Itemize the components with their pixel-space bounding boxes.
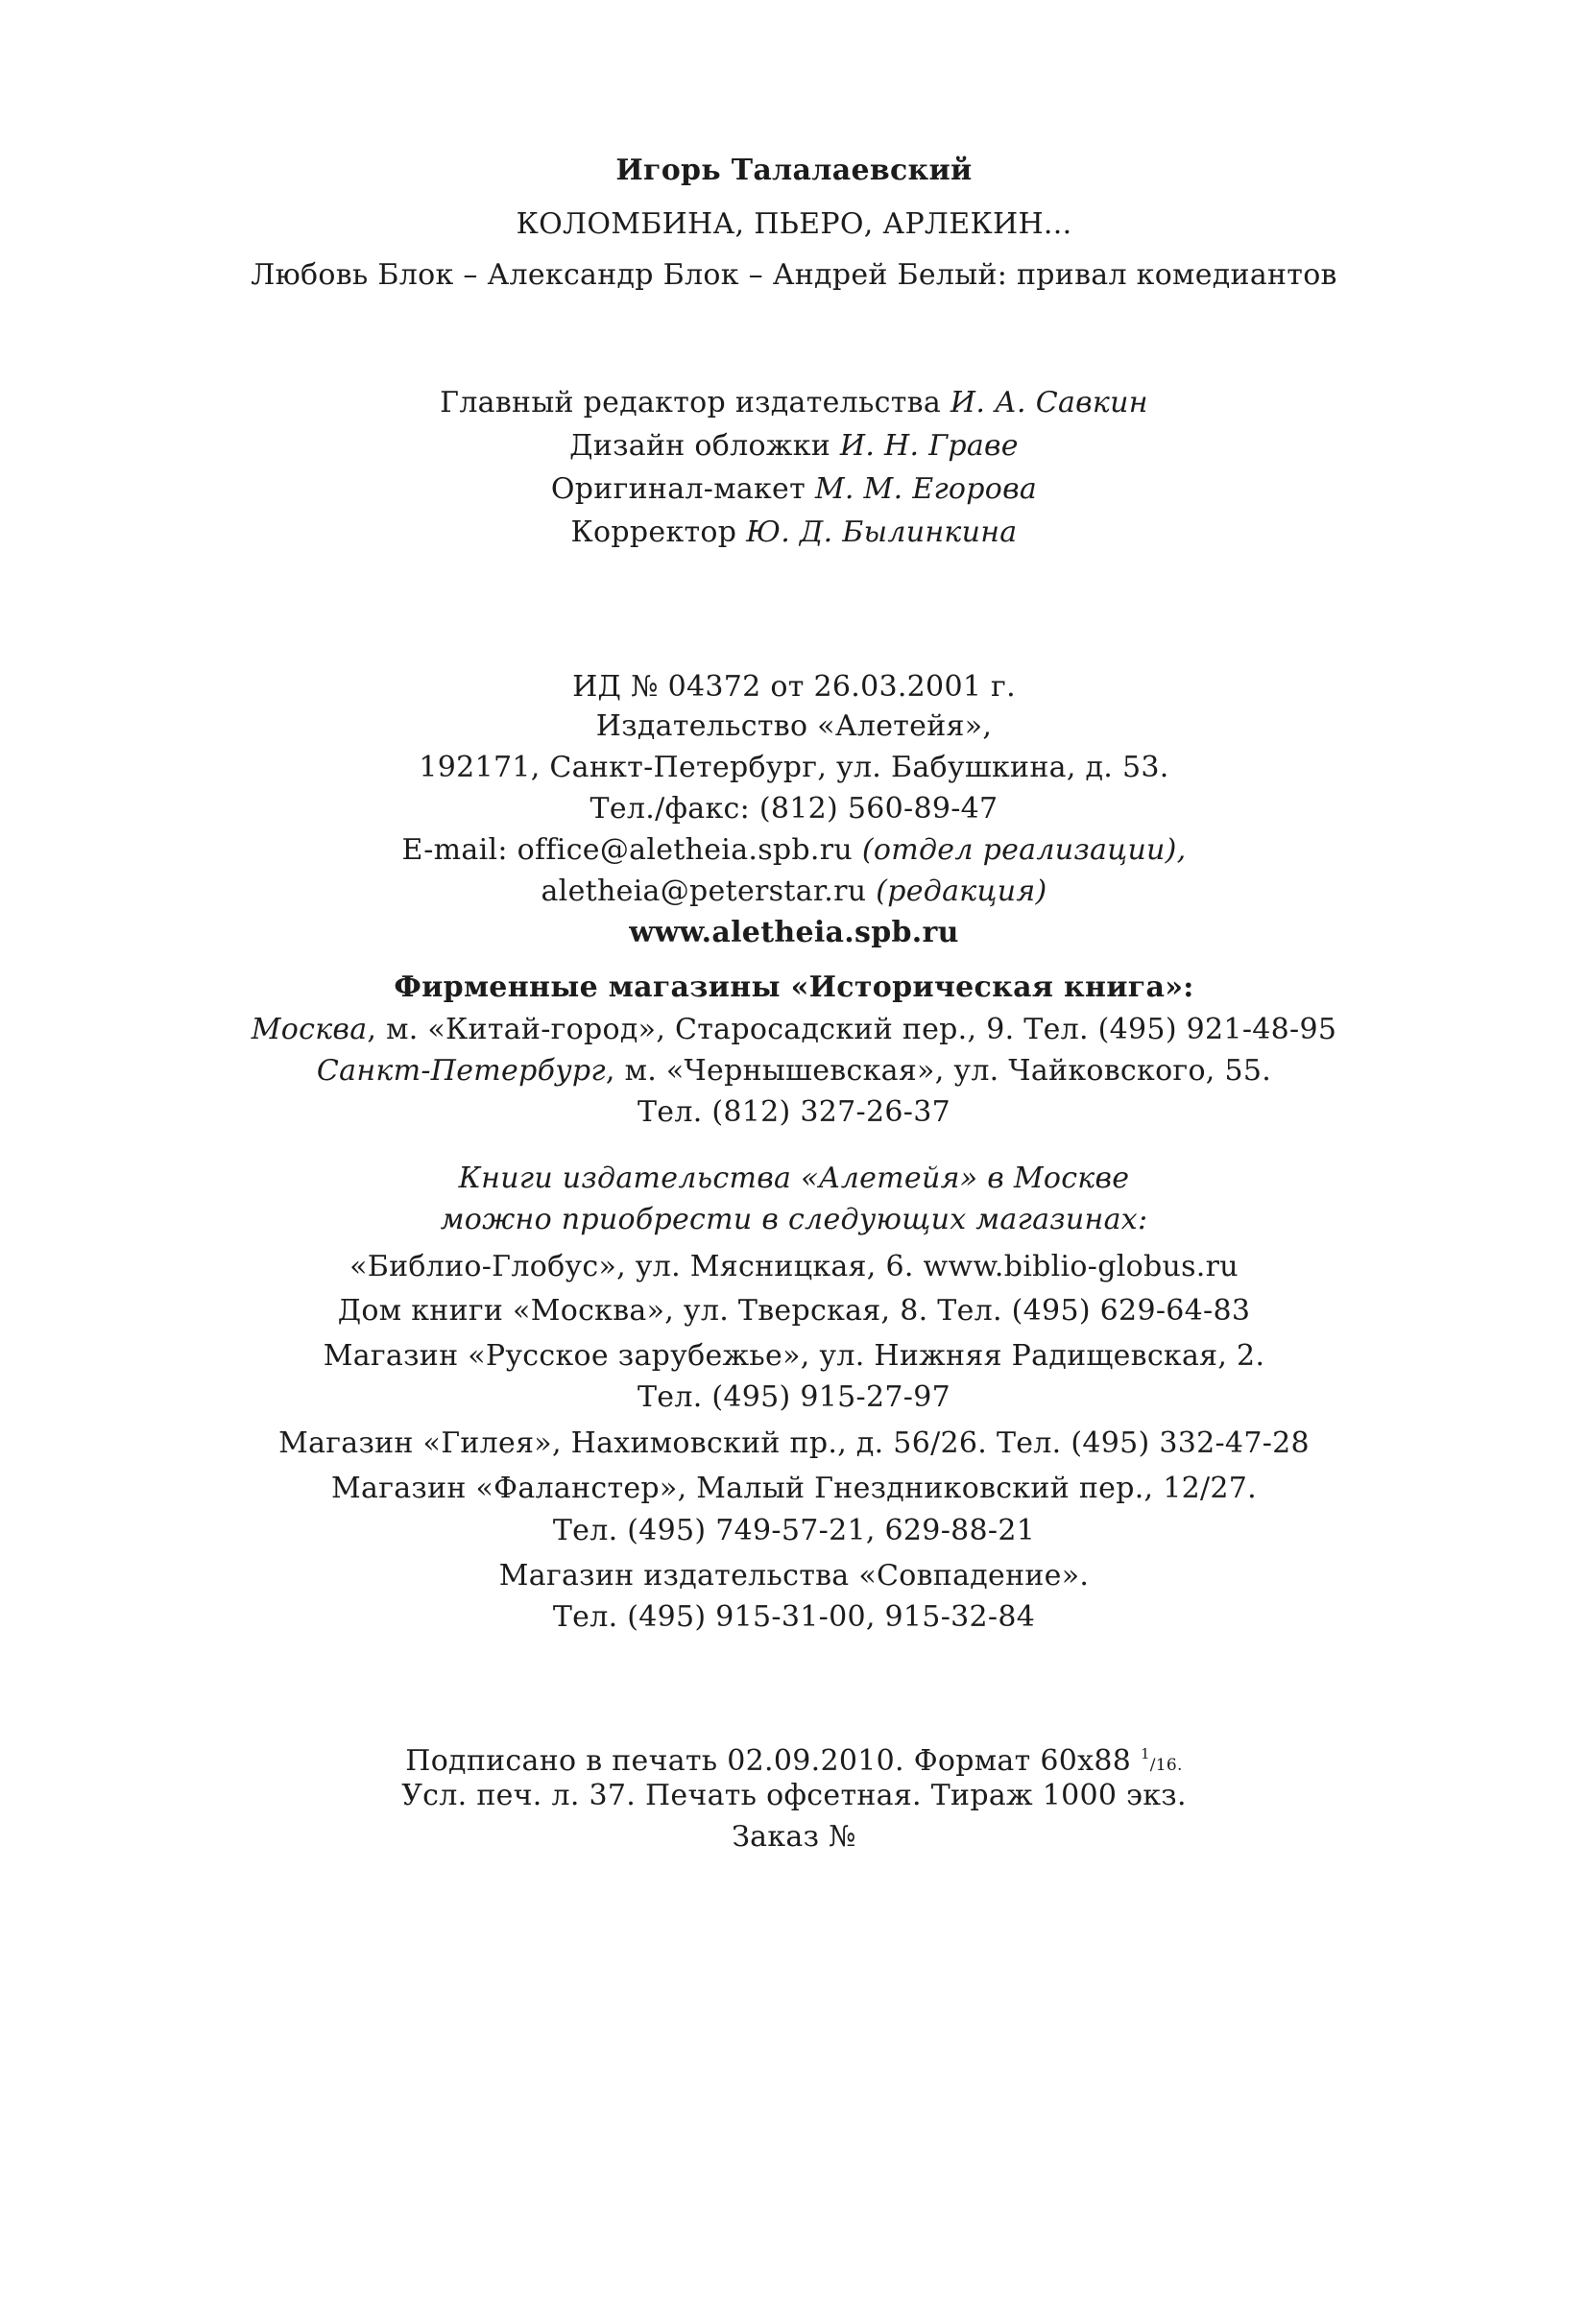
shop-line: Тел. (495) 915-31-00, 915-32-84 <box>552 1600 1036 1634</box>
store-city: Москва <box>251 1013 368 1046</box>
store-moscow <box>0 1012 1588 1048</box>
imprint-signed-text: Подписано в печать 02.09.2010. Формат 60х88 <box>405 1744 1132 1778</box>
credit-layout <box>0 471 1588 508</box>
shops-intro-line-2: можно приобрести в следующих магазинах: <box>440 1203 1148 1236</box>
credit-person: М. М. Егорова <box>814 472 1038 506</box>
email-note: (редакция) <box>876 874 1047 908</box>
store-spb-phone: Тел. (812) 327-26-37 <box>638 1095 950 1129</box>
shop-line: Дом книги «Москва», ул. Тверская, 8. Тел. (495) 629-64-83 <box>337 1294 1251 1328</box>
credit-role: Главный редактор издательства <box>440 386 942 419</box>
credit-person: И. А. Савкин <box>950 386 1148 419</box>
publisher-email-editorial <box>0 874 1588 910</box>
credit-editor <box>0 385 1588 421</box>
store-details: , м. «Китай-город», Старосадский пер., 9. Тел. (495) 921-48-95 <box>367 1013 1337 1046</box>
stores-heading: Фирменные магазины «Историческая книга»: <box>394 970 1194 1004</box>
publisher-email-sales <box>0 832 1588 869</box>
book-subtitle: Любовь Блок – Александр Блок – Андрей Белый: привал комедиантов <box>251 258 1337 292</box>
shop-line: Тел. (495) 915-27-97 <box>638 1380 950 1414</box>
shop-line: Магазин издательства «Совпадение». <box>498 1559 1090 1593</box>
publisher-phone: Тел./факс: (812) 560-89-47 <box>589 792 999 826</box>
imprint-order-number: Заказ № <box>732 1820 856 1854</box>
shops-intro-line-1: Книги издательства «Алетейя» в Москве <box>458 1162 1130 1195</box>
publisher-name: Издательство «Алетейя», <box>595 709 993 743</box>
book-title: КОЛОМБИНА, ПЬЕРО, АРЛЕКИН... <box>516 207 1072 241</box>
credit-role: Оригинал-макет <box>550 472 806 506</box>
credit-role: Корректор <box>570 515 737 549</box>
email-address: E-mail: office@aletheia.spb.ru <box>401 833 854 867</box>
store-city: Санкт-Петербург <box>316 1054 606 1088</box>
credit-person: И. Н. Граве <box>839 429 1019 463</box>
format-fraction-numerator: 1 <box>1140 1745 1150 1762</box>
email-note: (отдел реализации), <box>861 833 1187 867</box>
shop-line: Магазин «Фаланстер», Малый Гнездниковский пер., 12/27. <box>331 1472 1257 1505</box>
shop-line: Магазин «Русское зарубежье», ул. Нижняя Радищевская, 2. <box>323 1339 1265 1373</box>
shop-line: Магазин «Гилея», Нахимовский пр., д. 56/26. Тел. (495) 332-47-28 <box>278 1426 1310 1460</box>
email-address: aletheia@peterstar.ru <box>541 874 867 908</box>
publisher-address: 192171, Санкт-Петербург, ул. Бабушкина, д. 53. <box>419 751 1169 784</box>
shop-line: «Библио-Глобус», ул. Мясницкая, 6. www.biblio-globus.ru <box>349 1250 1239 1283</box>
credit-cover-design <box>0 428 1588 465</box>
imprint-print-details: Усл. печ. л. 37. Печать офсетная. Тираж 1000 экз. <box>401 1779 1187 1812</box>
publisher-website: www.aletheia.spb.ru <box>629 916 959 949</box>
imprint-signed <box>0 1736 1588 1784</box>
store-details: , м. «Чернышевская», ул. Чайковского, 55. <box>605 1054 1272 1088</box>
credit-role: Дизайн обложки <box>569 429 831 463</box>
format-fraction-denominator: /16. <box>1149 1756 1183 1775</box>
publisher-license: ИД № 04372 от 26.03.2001 г. <box>572 670 1016 704</box>
author-name: Игорь Талалаевский <box>615 154 973 187</box>
credit-proofreader <box>0 515 1588 551</box>
shop-line: Тел. (495) 749-57-21, 629-88-21 <box>552 1514 1036 1547</box>
credit-person: Ю. Д. Былинкина <box>746 515 1018 549</box>
store-spb <box>0 1053 1588 1090</box>
